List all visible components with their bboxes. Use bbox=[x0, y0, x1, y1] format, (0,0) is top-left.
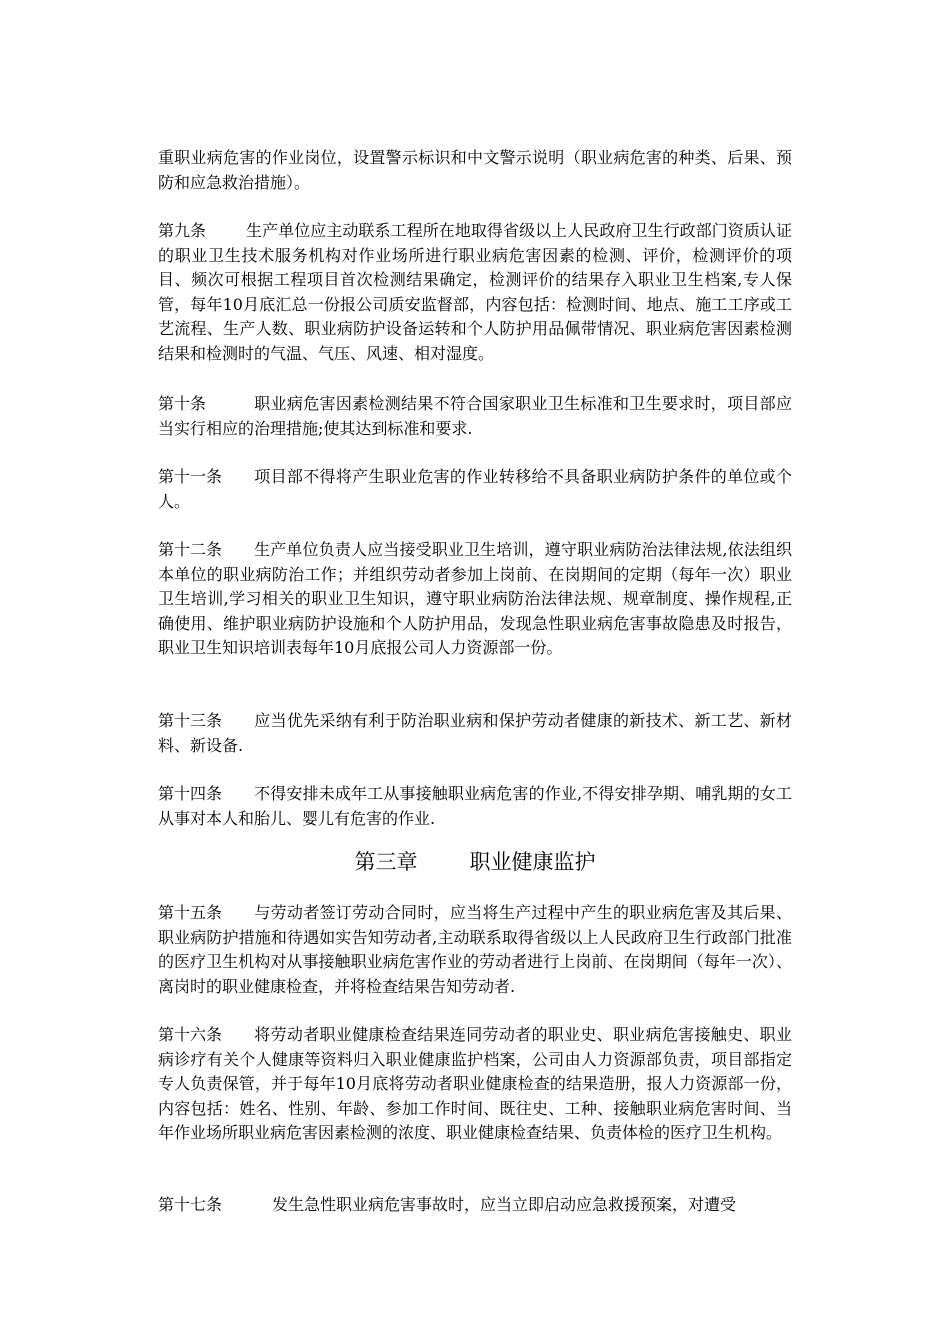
article-number: 第九条 bbox=[158, 221, 207, 240]
article-number: 第十六条 bbox=[158, 1025, 223, 1044]
article-text: 将劳动者职业健康检查结果连同劳动者的职业史、职业病危害接触史、职业病诊疗有关个人健康等资料归入职业健康监护档案，公司由人力资源部负责，项目部指定专人负责保管，并于每年10月底将劳动者职业健康检查的结果造册，报人力资源部一份，内容包括：姓名、性别、年龄、参加工作时间、既往史、工种、接触职业病危害时间、当年作业场所职业病危害因素检测的浓度、职业健康检查结果、负责体检的医疗卫生机构。 bbox=[158, 1025, 792, 1142]
article-number: 第十七条 bbox=[158, 1195, 223, 1214]
article-number: 第十一条 bbox=[158, 467, 223, 486]
article-11 bbox=[158, 465, 792, 514]
chapter-heading bbox=[158, 847, 792, 877]
article-number: 第十二条 bbox=[158, 540, 223, 559]
article-14 bbox=[158, 782, 792, 831]
continuation-paragraph: 重职业病危害的作业岗位，设置警示标识和中文警示说明（职业病危害的种类、后果、预防和应急救治措施）。 bbox=[158, 148, 792, 192]
article-number: 第十三条 bbox=[158, 711, 223, 730]
chapter-number: 第三章 bbox=[354, 850, 418, 874]
article-13 bbox=[158, 709, 792, 758]
article-text: 生产单位应主动联系工程所在地取得省级以上人民政府卫生行政部门资质认证的职业卫生技术服务机构对作业场所进行职业病危害因素的检测、评价，检测评价的项目、频次可根据工程项目首次检测结果确定，检测评价的结果存入职业卫生档案,专人保管，每年10月底汇总一份报公司质安监督部，内容包括：检测时间、地点、施工工序或工艺流程、生产人数、职业病防护设备运转和个人防护用品佩带情况、职业病危害因素检测结果和检测时的气温、气压、风速、相对湿度。 bbox=[158, 221, 792, 363]
article-number: 第十条 bbox=[158, 394, 207, 413]
article-text: 应当优先采纳有利于防治职业病和保护劳动者健康的新技术、新工艺、新材料、新设备. bbox=[158, 711, 792, 755]
chapter-title: 职业健康监护 bbox=[469, 850, 596, 874]
article-9 bbox=[158, 219, 792, 366]
article-text: 发生急性职业病危害事故时，应当立即启动应急救援预案，对遭受 bbox=[272, 1195, 737, 1214]
article-number: 第十四条 bbox=[158, 784, 223, 803]
article-text: 与劳动者签订劳动合同时，应当将生产过程中产生的职业病危害及其后果、职业病防护措施和待遇如实告知劳动者,主动联系取得省级以上人民政府卫生行政部门批准的医疗卫生机构对从事接触职业病危害作业的劳动者进行上岗前、在岗期间（每年一次）、离岗时的职业健康检查，并将检查结果告知劳动者. bbox=[158, 903, 792, 996]
article-12 bbox=[158, 538, 792, 661]
article-text: 职业病危害因素检测结果不符合国家职业卫生标准和卫生要求时，项目部应当实行相应的治理措施;使其达到标准和要求. bbox=[158, 394, 792, 438]
article-text: 生产单位负责人应当接受职业卫生培训，遵守职业病防治法律法规,依法组织本单位的职业病防治工作；并组织劳动者参加上岗前、在岗期间的定期（每年一次）职业卫生培训,学习相关的职业卫生知识，遵守职业病防治法律法规、规章制度、操作规程,正确使用、维护职业病防护设施和个人防护用品，发现急性职业病危害事故隐患及时报告，职业卫生知识培训表每年10月底报公司人力资源部一份。 bbox=[158, 540, 792, 657]
article-text: 项目部不得将产生职业危害的作业转移给不具备职业病防护条件的单位或个人。 bbox=[158, 467, 792, 511]
article-16 bbox=[158, 1023, 792, 1146]
article-number: 第十五条 bbox=[158, 903, 223, 922]
article-17 bbox=[158, 1193, 792, 1218]
article-10 bbox=[158, 392, 792, 441]
article-15 bbox=[158, 901, 792, 999]
article-text: 不得安排未成年工从事接触职业病危害的作业,不得安排孕期、哺乳期的女工从事对本人和胎儿、婴儿有危害的作业. bbox=[158, 784, 792, 828]
